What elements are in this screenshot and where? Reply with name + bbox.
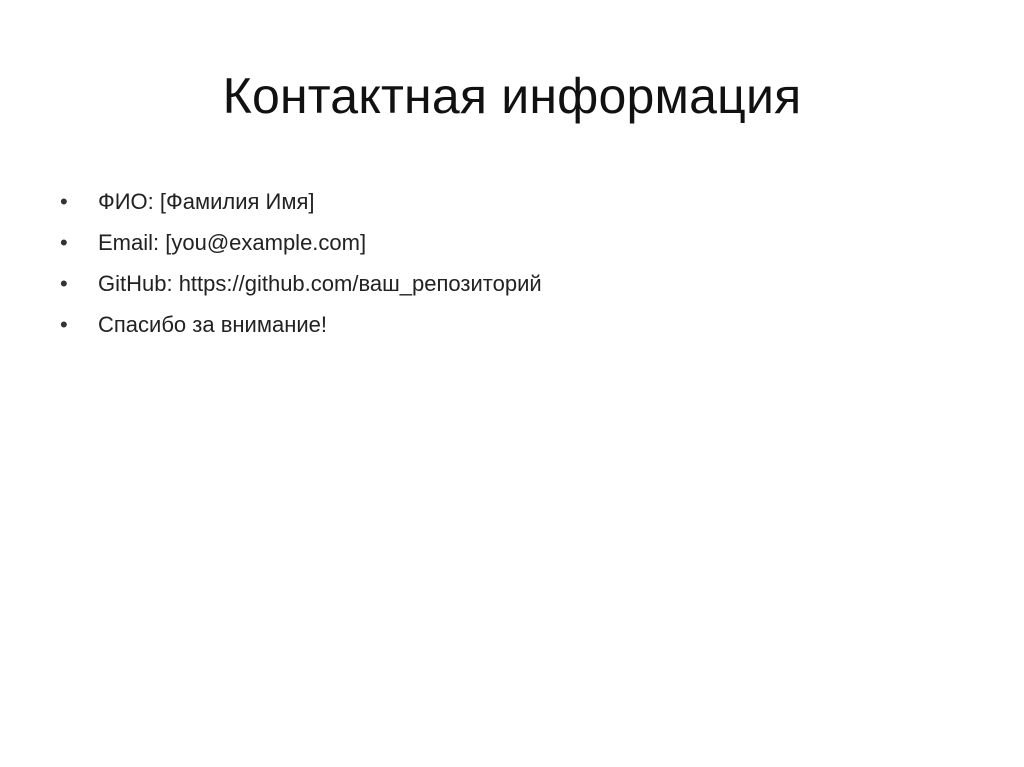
bullet-text-name: ФИО: [Фамилия Имя] — [98, 189, 315, 214]
list-item-name — [60, 181, 940, 222]
list-item-github — [60, 263, 940, 304]
bullet-list — [60, 181, 940, 345]
list-item-email — [60, 222, 940, 263]
bullet-marker: • — [60, 189, 68, 214]
bullet-text-github: GitHub: https://github.com/ваш_репозиторий — [98, 271, 542, 296]
bullet-marker: • — [60, 312, 68, 337]
bullet-marker: • — [60, 230, 68, 255]
bullet-text-email: Email: [you@example.com] — [98, 230, 367, 255]
slide-title: Контактная информация — [222, 68, 802, 124]
list-item-thanks — [60, 304, 940, 345]
bullet-text-thanks: Спасибо за внимание! — [98, 312, 327, 337]
bullet-marker: • — [60, 271, 68, 296]
